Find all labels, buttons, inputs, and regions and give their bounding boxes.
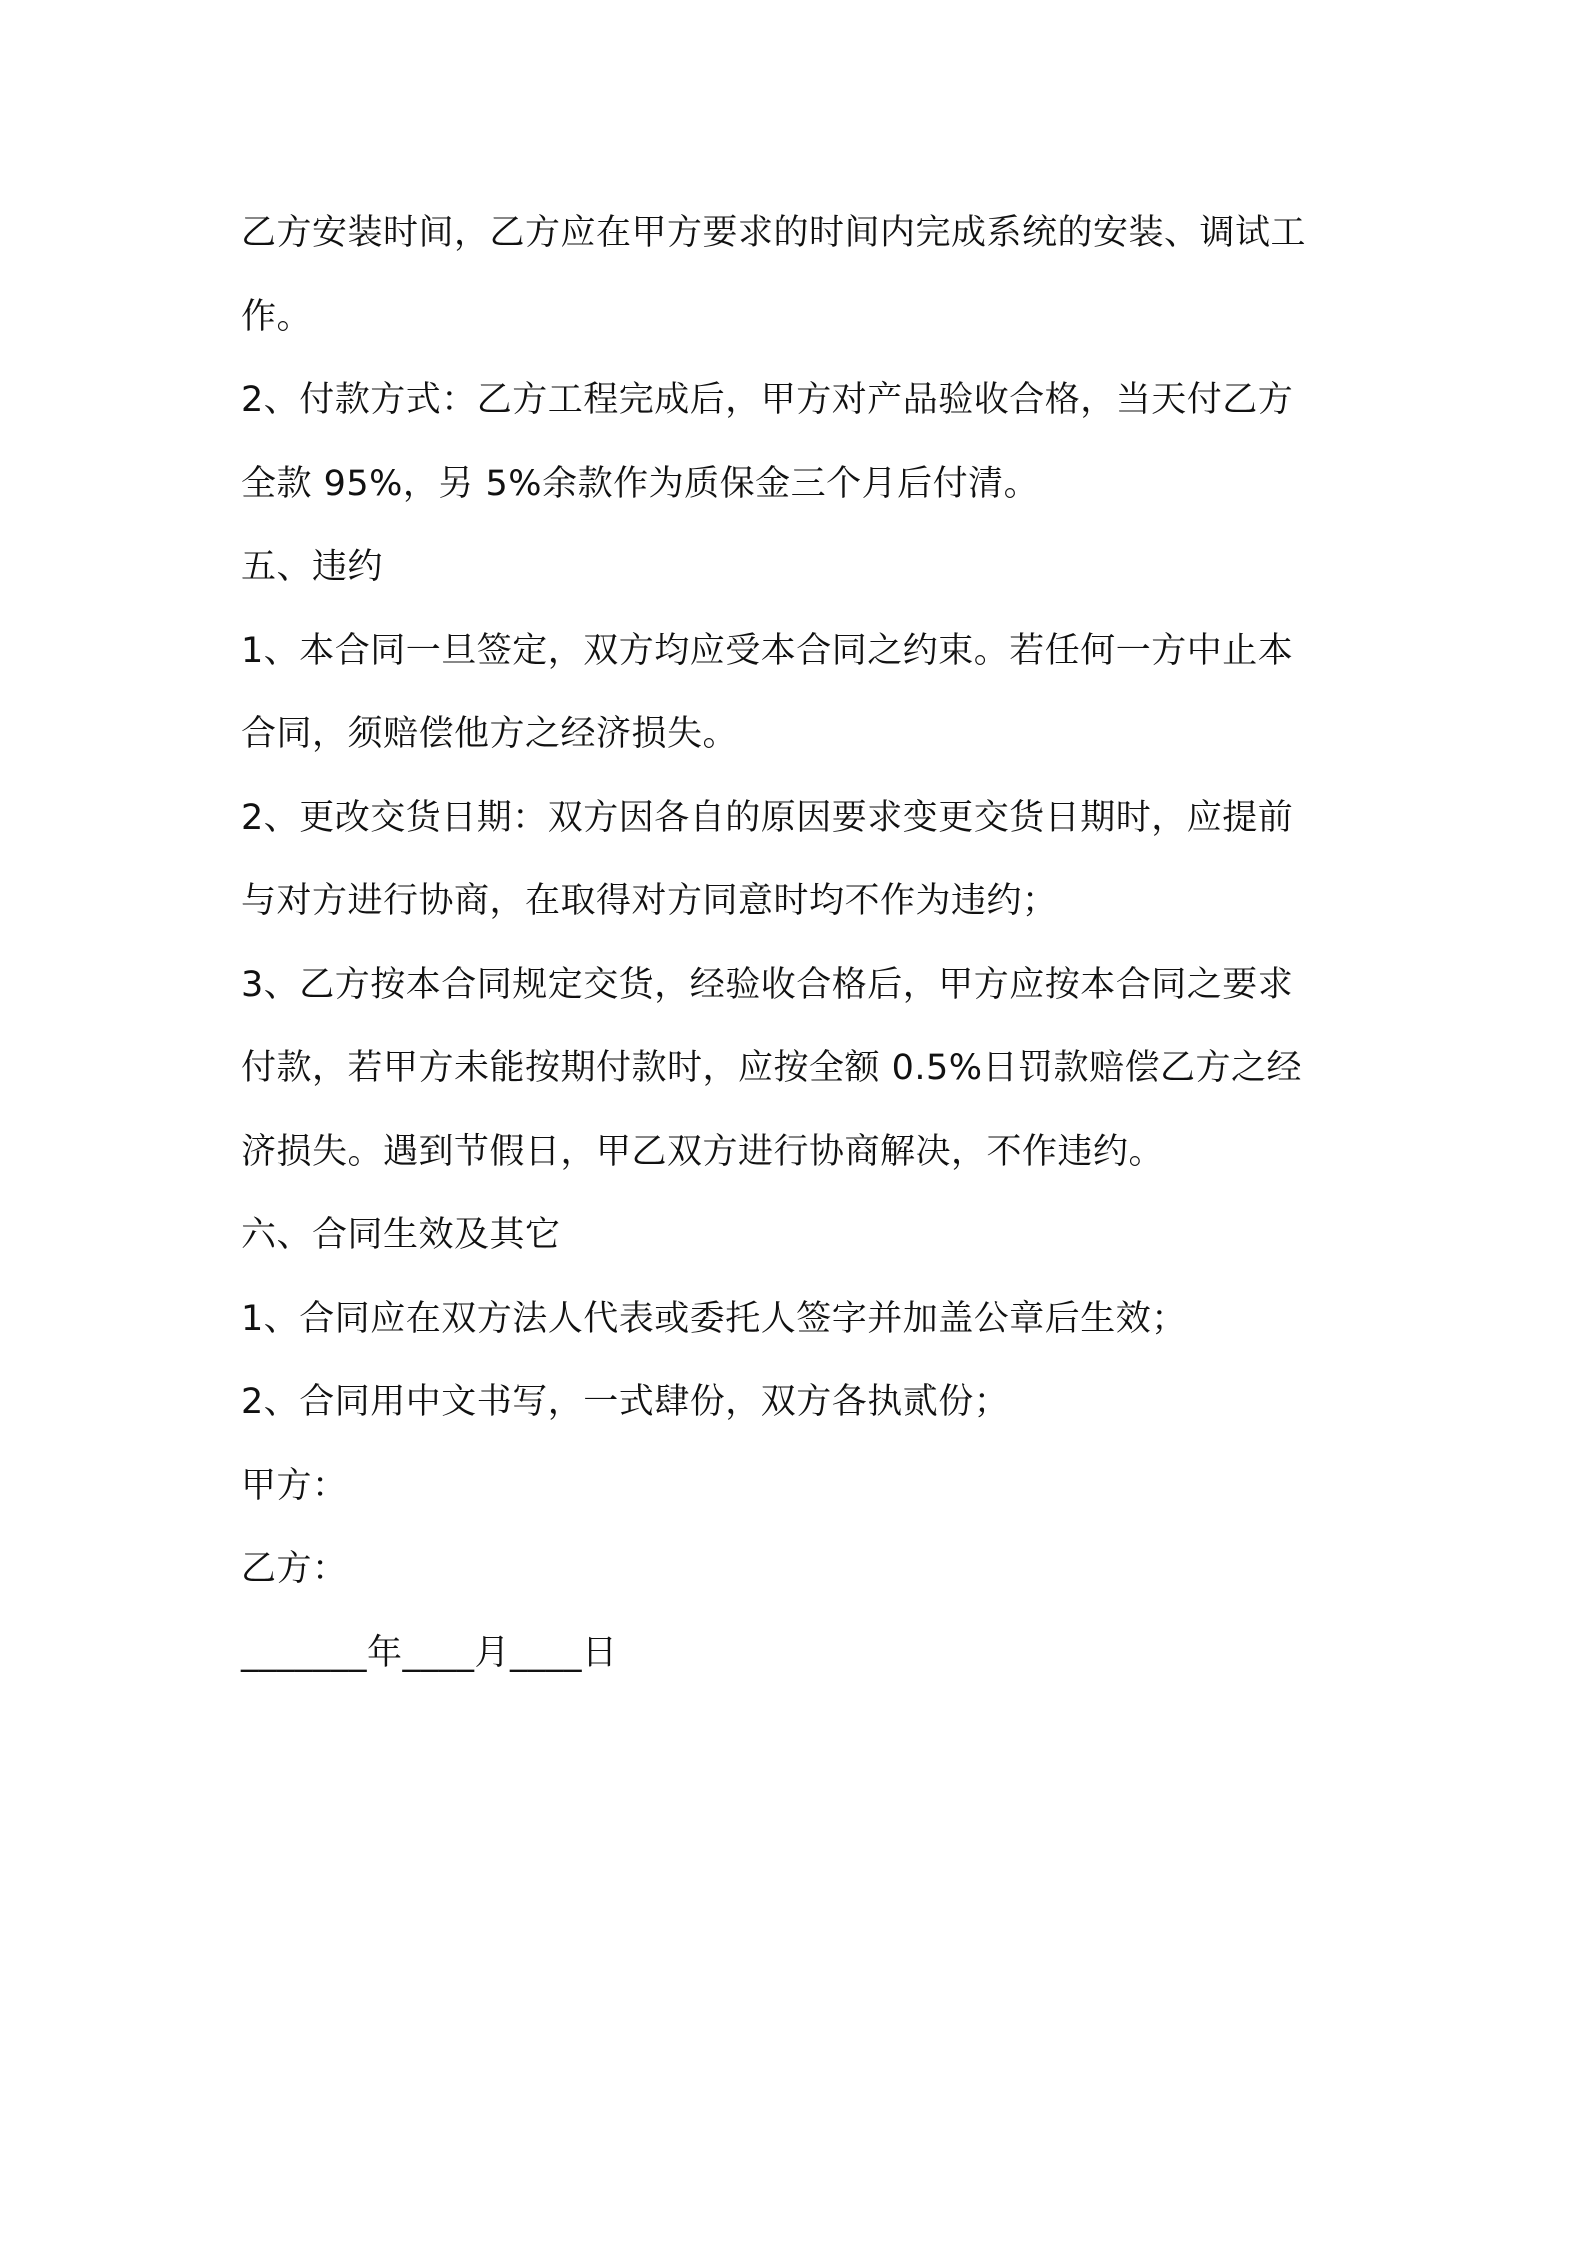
clause-line: 1、本合同一旦签定，双方均应受本合同之约束。若任何一方中止本 — [241, 630, 1294, 671]
clause-payment-line: 全款 95%，另 5%余款作为质保金三个月后付清。 — [241, 463, 1040, 504]
clause-line: 付款，若甲方未能按期付款时，应按全额 0.5%日罚款赔偿乙方之经 — [241, 1048, 1303, 1088]
section-heading-effect: 六、合同生效及其它 — [241, 1215, 561, 1255]
date-line: _______年____月____日 — [241, 1632, 618, 1673]
clause-line: 2、合同用中文书写，一式肆份，双方各执贰份； — [241, 1382, 1010, 1422]
clause-line: 济损失。遇到节假日，甲乙双方进行协商解决，不作违约。 — [241, 1131, 1165, 1172]
clause-line: 1、合同应在双方法人代表或委托人签字并加盖公章后生效； — [241, 1298, 1187, 1339]
clause-line: 与对方进行协商，在取得对方同意时均不作为违约； — [241, 881, 1058, 921]
clause-line: 3、乙方按本合同规定交货，经验收合格后，甲方应按本合同之要求 — [241, 964, 1294, 1005]
section-heading-breach: 五、违约 — [241, 547, 384, 587]
paragraph-line: 作。 — [241, 296, 313, 337]
party-a-signature-line: 甲方： — [241, 1465, 348, 1506]
party-b-signature-line: 乙方： — [241, 1549, 348, 1589]
clause-line: 2、更改交货日期：双方因各自的原因要求变更交货日期时，应提前 — [241, 797, 1294, 838]
clause-line: 合同，须赔偿他方之经济损失。 — [241, 714, 739, 754]
paragraph-line: 乙方安装时间，乙方应在甲方要求的时间内完成系统的安装、调试工 — [241, 213, 1307, 253]
document-body — [241, 200, 1361, 1703]
clause-payment-line: 2、付款方式：乙方工程完成后，甲方对产品验收合格，当天付乙方 — [241, 380, 1294, 420]
